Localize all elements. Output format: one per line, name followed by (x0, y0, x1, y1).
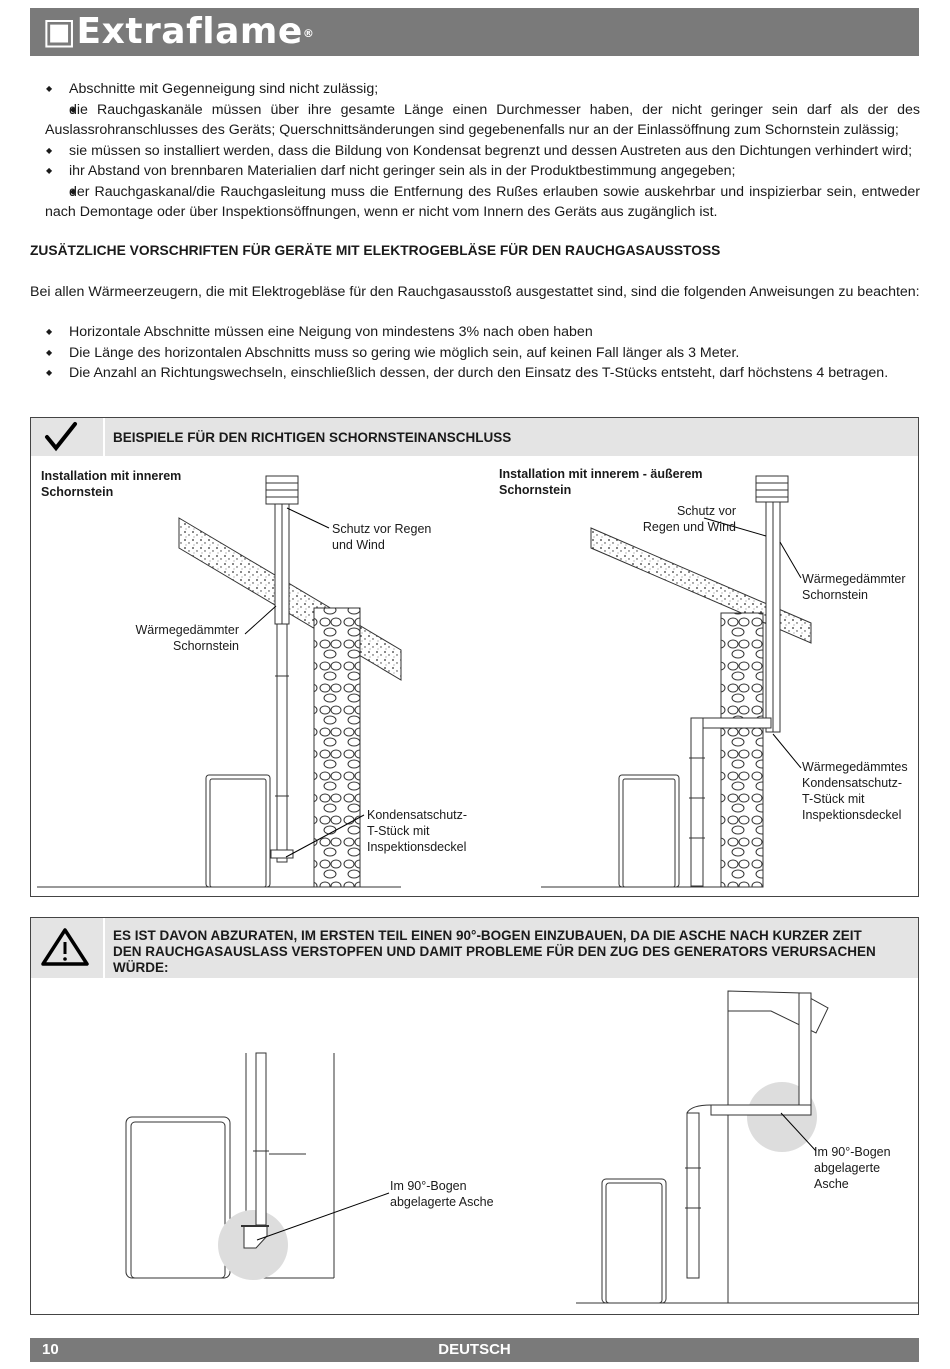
box-title: BEISPIELE FÜR DEN RICHTIGEN SCHORNSTEINANSCHLUSS (113, 430, 512, 445)
intro-paragraph: Bei allen Wärmeerzeugern, die mit Elektrogebläse für den Rauchgasausstoß ausgestattet sind, sind die folgenden Anweisungen zu beachten: (30, 284, 920, 300)
brand-logo (42, 10, 314, 54)
list-item: ◆ die Rauchgaskanäle müssen über ihre gesamte Länge einen Durchmesser haben, der nicht geringer sein darf als der des Auslassrohranschlusses des Geräts; Querschnittsänderungen sind gegebenenfalls nur an der Einlassöffnung zum Schornstein zulässig; (45, 100, 920, 141)
page-footer (30, 1338, 919, 1362)
warning-box (30, 917, 919, 1315)
list-item: ◆ sie müssen so installiert werden, dass die Bildung von Kondensat begrenzt und dessen Austreten aus den Dichtungen verhindert wird; (45, 141, 920, 162)
label-insulated-chimney-left: Wärmegedämmter Schornstein (135, 623, 239, 653)
page-header (30, 8, 919, 56)
label-condensate-tee-left: Kondensatschutz- T-Stück mit Inspektionsdeckel (367, 808, 468, 854)
list-item: ◆ ihr Abstand von brennbaren Materialien darf nicht geringer sein als in der Produktbestimmung angegeben; (45, 161, 920, 182)
page-number: 10 (42, 1341, 59, 1358)
left-heading: Installation mit innerem Schornstein (41, 469, 182, 499)
right-diagram-internal-external-chimney (541, 476, 811, 887)
list-item: ◆ Horizontale Abschnitte müssen eine Neigung von mindestens 3% nach oben haben (45, 322, 920, 343)
label-ash-elbow-left: Im 90°-Bogen abgelagerte Asche (390, 1179, 494, 1209)
list-item: ◆ Die Länge des horizontalen Abschnitts muss so gering wie möglich sein, auf keinen Fall länger als 3 Meter. (45, 343, 920, 364)
bullet-list-requirements (45, 79, 920, 223)
label-condensate-tee-right: Wärmegedämmtes Kondensatschutz- T-Stück mit Inspektionsdeckel (802, 760, 908, 822)
list-item: ◆ Abschnitte mit Gegenneigung sind nicht zulässig; (45, 79, 920, 100)
registered-mark: ® (302, 27, 315, 40)
brand-name: Extraflame (76, 11, 303, 52)
label-rain-protection-left: Schutz vor Regen und Wind (332, 522, 432, 552)
label-ash-elbow-right: Im 90°-Bogen abgelagerte Asche (814, 1145, 891, 1191)
elbow-warning-diagrams (31, 918, 918, 1314)
list-item: ◆ Die Anzahl an Richtungswechseln, einschließlich dessen, der durch den Einsatz des T-Stücks entsteht, darf höchstens 4 betragen. (45, 363, 920, 384)
box-title: ES IST DAVON ABZURATEN, IM ERSTEN TEIL EINEN 90°-BOGEN EINZUBAUEN, DA DIE ASCHE NACH KURZER ZEIT DEN RAUCHGASAUSLASS VERSTOPFEN UND DAMIT PROBLEME FÜR DEN ZUG DES GENERATORS VERURSACHEN WÜRDE: (113, 928, 876, 975)
list-item: ◆ der Rauchgaskanal/die Rauchgasleitung muss die Entfernung des Rußes erlauben sowie auskehrbar und inspizierbar sein, entweder nach Demontage oder über Inspektionsöffnungen, wenn er nicht vom Innern des Geräts aus zugänglich ist. (45, 182, 920, 223)
logo-mark-icon: ▣ (42, 11, 77, 52)
language-label: DEUTSCH (438, 1341, 511, 1358)
left-diagram-elbow (126, 1053, 389, 1280)
correct-connection-box (30, 417, 919, 897)
section-title: ZUSÄTZLICHE VORSCHRIFTEN FÜR GERÄTE MIT ELEKTROGEBLÄSE FÜR DEN RAUCHGASAUSSTOSS (30, 243, 721, 258)
right-heading: Installation mit innerem - äußerem Schornstein (499, 467, 703, 497)
label-rain-protection-right: Schutz vor Regen und Wind (642, 504, 736, 534)
label-insulated-chimney-right: Wärmegedämmter Schornstein (802, 572, 906, 602)
bullet-list-fan (45, 322, 920, 384)
